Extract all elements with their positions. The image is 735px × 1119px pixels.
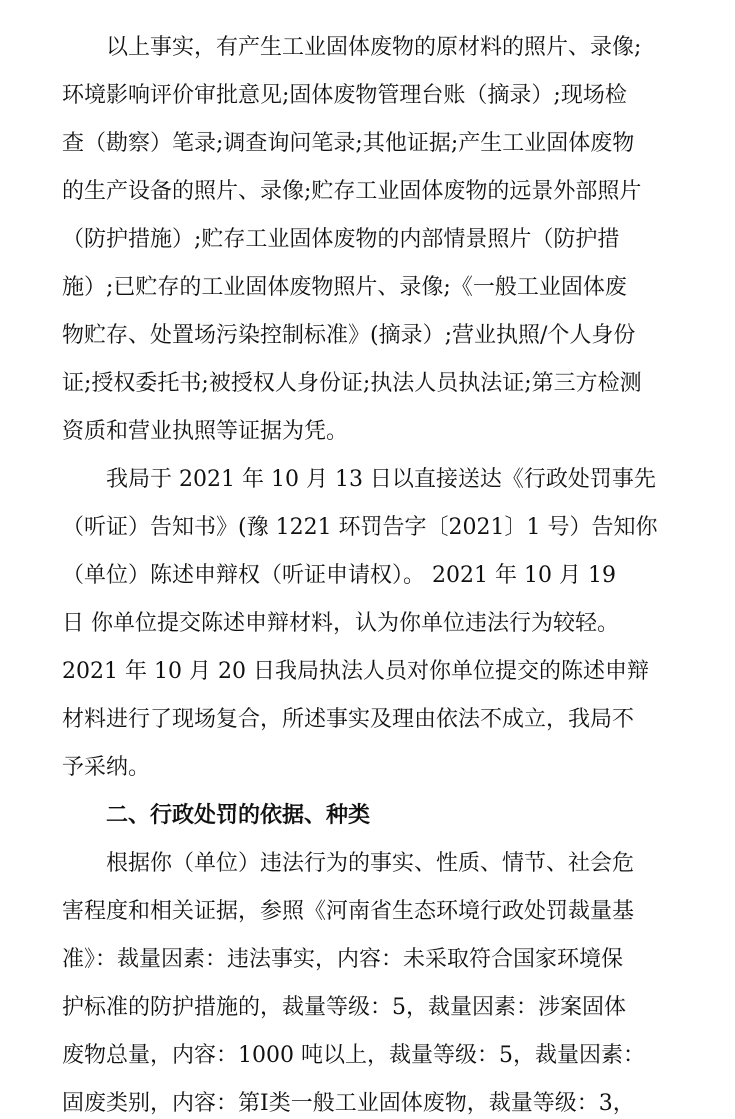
text-line: 废物总量，内容：1000 吨以上，裁量等级：5，裁量因素： [62, 1043, 645, 1068]
text-line: 予采纳。 [62, 755, 151, 780]
text-line: 环境影响评价审批意见;固体废物管理台账（摘录）;现场检 [62, 83, 627, 108]
text-line: （防护措施）;贮存工业固体废物的内部情景照片（防护措 [62, 227, 620, 252]
text-line: （单位）陈述申辩权（听证申请权）。 2021 年 10 月 19 [62, 563, 616, 588]
text-line: （听证）告知书》(豫 1221 环罚告字〔2021〕1 号）告知你 [62, 515, 658, 540]
text-line: 日 你单位提交陈述申辩材料，认为你单位违法行为较轻。 [62, 611, 619, 636]
text-line: 固废类别，内容：第I类一般工业固体废物，裁量等级：3， [62, 1091, 635, 1116]
text-line: 准》：裁量因素：违法事实，内容：未采取符合国家环境保 [62, 947, 624, 972]
text-line: 证;授权委托书;被授权人身份证;执法人员执法证;第三方检测 [62, 371, 642, 396]
text-line: 我局于 2021 年 10 月 13 日以直接送达《行政处罚事先 [106, 467, 656, 492]
text-line: 以上事实，有产生工业固体废物的原材料的照片、录像; [106, 35, 642, 60]
text-line: 2021 年 10 月 20 日我局执法人员对你单位提交的陈述申辩 [62, 659, 649, 684]
text-line: 物贮存、处置场污染控制标准》(摘录）;营业执照/个人身份 [62, 323, 636, 348]
text-line: 施）;已贮存的工业固体废物照片、录像;《一般工业固体废 [62, 275, 627, 300]
text-line: 护标准的防护措施的，裁量等级：5，裁量因素：涉案固体 [62, 995, 626, 1020]
section-heading: 二、行政处罚的依据、种类 [106, 803, 371, 828]
text-line: 材料进行了现场复合，所述事实及理由依法不成立，我局不 [62, 707, 635, 732]
text-line: 的生产设备的照片、录像;贮存工业固体废物的远景外部照片 [62, 179, 642, 204]
text-line: 根据你（单位）违法行为的事实、性质、情节、社会危 [106, 851, 635, 876]
text-line: 查（勘察）笔录;调查询问笔录;其他证据;产生工业固体废物 [62, 131, 635, 156]
text-line: 害程度和相关证据，参照《河南省生态环境行政处罚裁量基 [62, 899, 635, 924]
text-line: 资质和营业执照等证据为凭。 [62, 419, 349, 444]
